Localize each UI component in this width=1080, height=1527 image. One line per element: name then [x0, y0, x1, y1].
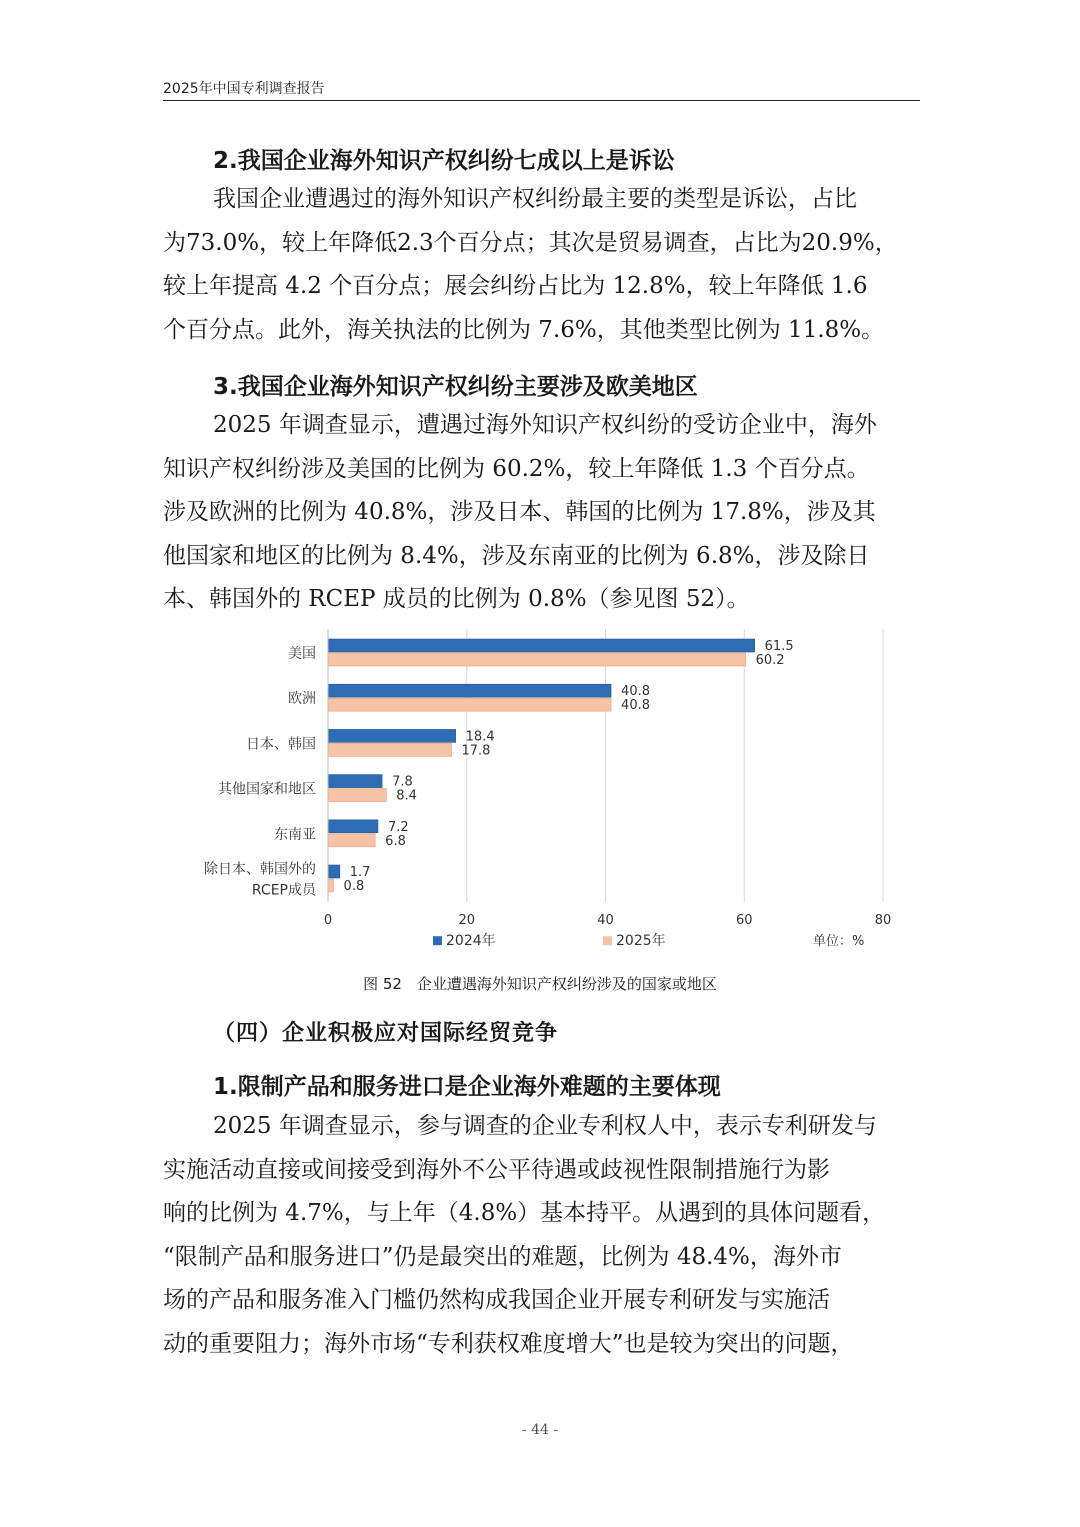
paragraph-line: 涉及欧洲的比例为 40.8%，涉及日本、韩国的比例为 17.8%，涉及其: [163, 499, 876, 525]
paragraph-line: 他国家和地区的比例为 8.4%，涉及东南亚的比例为 6.8%，涉及除日: [163, 542, 870, 569]
category-label: 日本、韩国: [246, 736, 316, 753]
data-label: 40.8: [621, 698, 651, 714]
x-tick-label: 40: [597, 913, 614, 929]
data-label: 6.8: [385, 833, 406, 849]
category-label: RCEP成员: [251, 882, 316, 899]
paragraph-line: 较上年提高 4.2 个百分点；展会纠纷占比为 12.8%，较上年降低 1.6: [163, 273, 868, 299]
data-label: 18.4: [465, 729, 495, 745]
legend-swatch: [433, 936, 442, 945]
paragraph-line: 动的重要阻力；海外市场“专利获权难度增大”也是较为突出的问题，: [163, 1330, 854, 1357]
section-2-heading: 2.我国企业海外知识产权纠纷七成以上是诉讼: [213, 148, 675, 174]
x-tick-label: 80: [874, 913, 892, 929]
section-4-1-paragraph: [163, 1105, 920, 1366]
paragraph-line: 个百分点。此外，海关执法的比例为 7.6%，其他类型比例为 11.8%。: [163, 316, 885, 343]
legend-label: 2024年: [446, 933, 496, 950]
x-tick-label: 20: [458, 913, 476, 929]
data-label: 7.2: [387, 819, 409, 835]
data-label: 60.2: [755, 653, 785, 668]
paragraph-line: 为73.0%，较上年降低2.3个百分点；其次是贸易调查，占比为20.9%，: [163, 229, 898, 256]
bar-2024: [328, 775, 382, 788]
section-4-1-heading: 1.限制产品和服务进口是企业海外难题的主要体现: [213, 1074, 721, 1100]
category-label: 东南亚: [274, 826, 316, 843]
paragraph-line: 本、韩国外的 RCEP 成员的比例为 0.8%（参见图 52）。: [163, 586, 750, 612]
paragraph-line: 2025 年调查显示，参与调查的企业专利权人中，表示专利研发与: [213, 1113, 877, 1139]
paragraph-line: “限制产品和服务进口”仍是最突出的难题，比例为 48.4%，海外市: [163, 1243, 842, 1270]
legend-swatch: [603, 936, 612, 945]
data-label: 61.5: [764, 639, 794, 654]
legend-label: 2025年: [616, 933, 666, 950]
bar-2024: [328, 820, 378, 833]
data-label: 8.4: [396, 788, 417, 804]
bar-2024: [328, 684, 611, 697]
paragraph-line: 实施活动直接或间接受到海外不公平待遇或歧视性限制措施行为影: [163, 1156, 830, 1183]
page-number: - 44 -: [521, 1422, 559, 1438]
data-label: 0.8: [343, 879, 365, 894]
data-label: 7.8: [392, 774, 413, 790]
header-rule: [163, 100, 920, 101]
bar-2024: [328, 639, 755, 652]
bar-2025: [328, 834, 375, 847]
section-3-heading: 3.我国企业海外知识产权纠纷主要涉及欧美地区: [213, 374, 698, 400]
paragraph-line: 场的产品和服务准入门槛仍然构成我国企业开展专利研发与实施活: [163, 1287, 830, 1313]
x-tick-label: 60: [735, 913, 753, 929]
data-label: 1.7: [349, 865, 371, 880]
category-label: 欧洲: [288, 691, 316, 708]
bar-2024: [328, 865, 340, 878]
figure-caption: 图 52 企业遭遇海外知识产权纠纷涉及的国家或地区: [363, 975, 717, 993]
data-label: 40.8: [621, 684, 651, 700]
bar-2025: [328, 698, 611, 711]
section-2-paragraph: [163, 178, 920, 352]
running-header: 2025年中国专利调查报告: [163, 81, 325, 97]
x-tick-label: 0: [323, 913, 333, 929]
paragraph-line: 知识产权纠纷涉及美国的比例为 60.2%，较上年降低 1.3 个百分点。: [163, 455, 870, 482]
bar-2025: [328, 743, 451, 756]
category-label: 除日本、韩国外的: [204, 861, 316, 878]
bar-2025: [328, 879, 334, 892]
paragraph-line: 2025 年调查显示，遭遇过海外知识产权纠纷的受访企业中，海外: [213, 412, 877, 438]
data-label: 17.8: [461, 743, 491, 759]
paragraph-line: 我国企业遭遇过的海外知识产权纠纷最主要的类型是诉讼，占比: [213, 186, 857, 212]
bar-2024: [328, 729, 456, 742]
unit-label: 单位：%: [813, 934, 865, 950]
category-label: 美国: [288, 646, 316, 662]
bar-2025: [328, 789, 386, 802]
bar-2025: [328, 653, 746, 666]
paragraph-line: 响的比例为 4.7%，与上年（4.8%）基本持平。从遇到的具体问题看，: [163, 1200, 886, 1226]
figure-52-bar-chart: [163, 625, 920, 960]
section-4-heading: （四）企业积极应对国际经贸竞争: [213, 1021, 559, 1046]
section-3-paragraph: [163, 404, 920, 622]
category-label: 其他国家和地区: [218, 781, 316, 798]
